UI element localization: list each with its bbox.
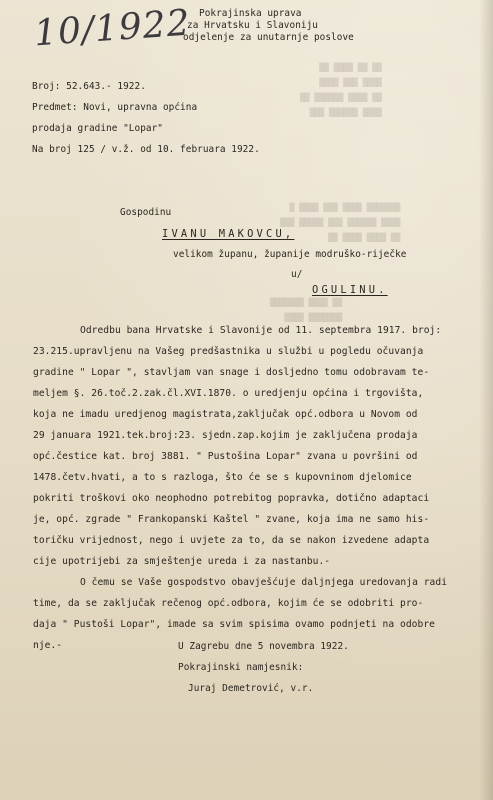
signature-line: Juraj Demetrović, v.r. [188,683,314,694]
body-line: time, da se zaključak rečenog opć.odbora, kojim će se odobriti pro- [33,598,424,609]
body-line: gradine " Lopar ", stavljam van snage i dosljedno tomu odobravam te- [33,367,430,378]
bleed-through: ██ ██ ████ ██ ████ ███ ████ ██ ████ ██████ ██ ████ ██████ ███ [300,63,382,117]
body-line: je, opć. zgrade " Frankopanski Kaštel " zvane, koja ima ne samo his- [33,514,430,525]
body-line: 23.215.upravljenu na Vašeg predšastnika u službi u pogledu očuvanja [33,346,424,357]
subject-line-1: Predmet: Novi, upravna općina [32,102,198,113]
signatory-title: Pokrajinski namjesnik: [178,662,304,673]
body-line: meljem §. 26.toč.2.zak.čl.XVI.1870. o uredjenju općina i trgovišta, [33,388,424,399]
subject-line-2: prodaja gradine "Lopar" [32,123,163,134]
salutation: Gospodinu [120,207,172,218]
reference-number: Broj: 52.643.- 1922. [32,81,146,92]
body-line: pokriti troškovi oko neophodno potrebitog popravka, dotično adaptaci [33,493,430,504]
body-line: daja " Pustoši Lopar", imade sa svim spisima ovamo podnjeti na odobre [33,619,435,630]
body-line: O čemu se Vaše gospodstvo obavješćuje daljnjega uredovanja radi [80,577,448,588]
body-line: nje.- [33,640,63,651]
bleed-through: ██ ████ ███████ ███████ ████ [270,298,343,322]
header-line-2: za Hrvatsku i Slavoniju [187,20,318,31]
addressee-city: OGULINU. [312,284,388,296]
handwritten-reference: 10/1922 [32,2,192,55]
body-line: Odredbu bana Hrvatske i Slavonije od 11. septembra 1917. broj: [80,325,442,336]
body-line: toričku vrijednost, nego i uvjete za to, da se nakon izvedene adapta [33,535,430,546]
addressee-role: velikom županu, županije modruško-riječke [173,249,407,260]
header-line-3: odjelenje za unutarnje poslove [183,32,354,43]
addressee-u: u/ [291,269,303,280]
header-line-1: Pokrajinska uprava [199,8,302,19]
body-line: cije upotrijebi za smještenje ureda i za nastanbu.- [33,556,331,567]
place-and-date: U Zagrebu dne 5 novembra 1922. [178,641,349,652]
body-line: 29 januara 1921.tek.broj:23. sjedn.zap.kojim je zaključena prodaja [33,430,418,441]
body-line: opć.čestice kat. broj 3881. " Pustošina Lopar" zvana u površini od [33,451,418,462]
addressee-name: IVANU MAKOVCU, [162,228,295,240]
bleed-through: ███████ ████ ███ ████ █ ████ ██████ ███ █████ ███ ██ ████ ████ ██ [280,203,401,242]
body-line: koja ne imadu uredjenog magistrata,zaključak opć.odbora u Novom od [33,409,418,420]
reply-reference: Na broj 125 / v.ž. od 10. februara 1922. [32,144,260,155]
page-edge-shadow [479,0,493,800]
body-line: 1478.četv.hvati, a to s razloga, što će se s kupovninom djelomice [33,472,412,483]
